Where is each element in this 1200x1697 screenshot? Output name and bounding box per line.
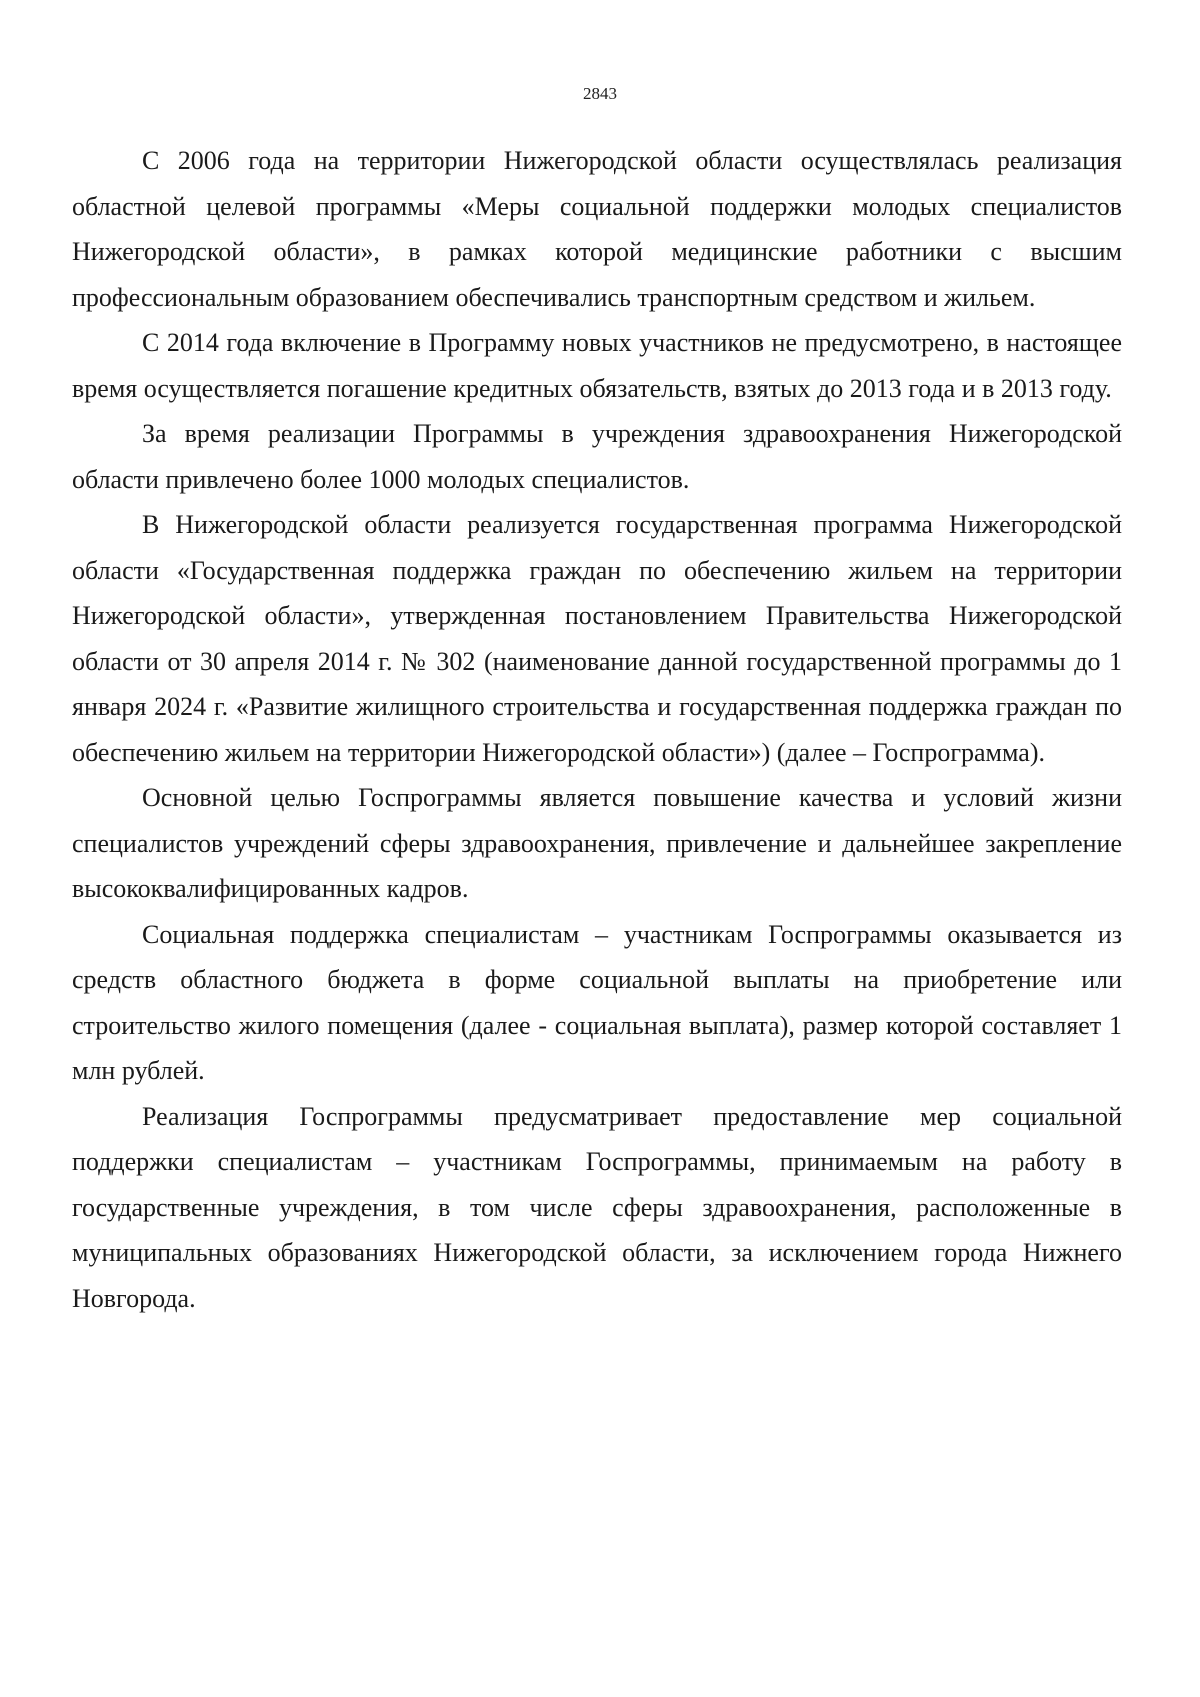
- paragraph-program-2006: С 2006 года на территории Нижегородской области осуществлялась реализация областной целевой программы «Меры социальной поддержки молодых специалистов Нижегородской области», в рамках которой медицинские работники с высшим профессиональным образованием обеспечивались транспортным средством и жильем.: [72, 146, 1122, 312]
- paragraph-program-scope: Реализация Госпрограммы предусматривает предоставление мер социальной поддержки специалистам – участникам Госпрограммы, принимаемым на работу в государственные учреждения, в том числе сферы здравоохранения, расположенные в муниципальных образованиях Нижегородской области, за исключением города Нижнего Новгорода.: [72, 1101, 1122, 1313]
- paragraph-social-payment: Социальная поддержка специалистам – участникам Госпрограммы оказывается из средств областного бюджета в форме социальной выплаты на приобретение или строительство жилого помещения (далее - социальная выплата), размер которой составляет 1 млн рублей.: [72, 919, 1122, 1085]
- document-body: [72, 138, 1122, 1321]
- page-number: 2843: [583, 84, 617, 103]
- paragraph-state-program: В Нижегородской области реализуется государственная программа Нижегородской области «Государственная поддержка граждан по обеспечению жильем на территории Нижегородской области», утвержденная постановлением Правительства Нижегородской области от 30 апреля 2014 г. № 302 (наименование данной государственной программы до 1 января 2024 г. «Развитие жилищного строительства и государственная поддержка граждан по обеспечению жильем на территории Нижегородской области») (далее – Госпрограмма).: [72, 510, 1122, 767]
- paragraph-program-2014: С 2014 года включение в Программу новых участников не предусмотрено, в настоящее время осуществляется погашение кредитных обязательств, взятых до 2013 года и в 2013 году.: [72, 328, 1122, 403]
- paragraph-program-goal: Основной целью Госпрограммы является повышение качества и условий жизни специалистов учреждений сферы здравоохранения, привлечение и дальнейшее закрепление высококвалифицированных кадров.: [72, 783, 1122, 903]
- paragraph-specialists-attracted: За время реализации Программы в учреждения здравоохранения Нижегородской области привлечено более 1000 молодых специалистов.: [72, 419, 1122, 494]
